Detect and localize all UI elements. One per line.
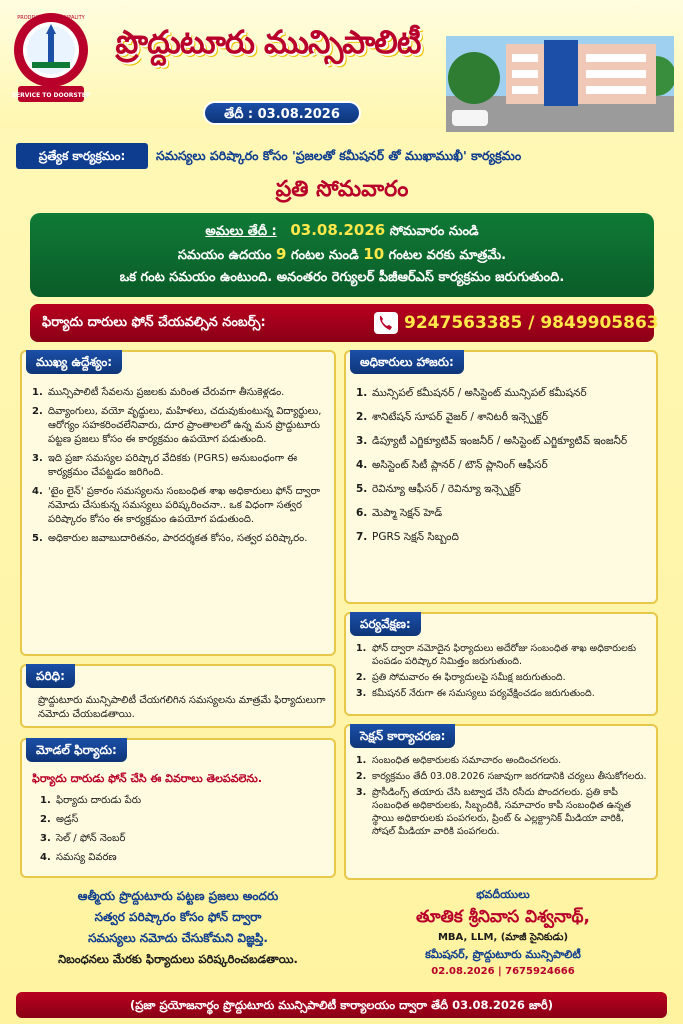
logo-ring-text: PRODDATUR MUNICIPALITY — [17, 15, 85, 21]
model-intro: ఫిర్యాదు దారుడు ఫోన్ చేసి ఈ వివరాలు తెలపవలెను. — [32, 772, 263, 785]
review-heading: పర్యవేక్షణ: — [350, 612, 421, 636]
list-item: 2. శానిటేషన్ సూపర్ వైజర్ / శానిటరీ ఇన్స్పెక్టర్ — [356, 411, 548, 423]
schedule-time-a: సమయం ఉదయం — [177, 248, 272, 263]
list-item: 2. ప్రతి సోమవారం ఈ ఫిర్యాదులపై సమీక్ష జరుగుతుంది. — [356, 672, 566, 683]
review-box — [344, 612, 658, 716]
list-item: 1. మున్సిపాలిటీ సేవలను ప్రజలకు మరింత చేరువగా తీసుకెళ్లడం. — [32, 387, 285, 398]
list-item: 7. PGRS సెక్షన్ సిబ్బంది — [356, 531, 459, 543]
schedule-date-suffix: సోమవారం నుండి — [389, 224, 479, 239]
municipality-logo — [12, 10, 90, 108]
schedule-line-2 — [30, 245, 654, 266]
schedule-line-1 — [30, 221, 654, 242]
appeal-line-3: సమస్యలు నమోదు చేసుకోమని విజ్ఞప్తి. — [88, 931, 268, 945]
schedule-hour-end: 10 — [363, 245, 385, 263]
list-item: 6. మెప్మా సెక్షన్ హెడ్ — [356, 507, 443, 519]
signature-name: తూతిక శ్రీనివాస విశ్వనాథ్, — [415, 907, 591, 927]
list-item: 2. కార్యక్రమం తేదీ 03.08.2026 సజావుగా జరగడానికి చర్యలు తీసుకోగలరు. — [356, 771, 647, 782]
special-title: సమస్యలు పరిష్కారం కోసం 'ప్రజలతో కమీషనర్ తో ముఖాముఖీ' కార్యక్రమం — [156, 148, 522, 163]
schedule-box — [30, 213, 654, 297]
signature-qualification: MBA, LLM, (మాజీ సైనికుడు) — [437, 932, 569, 943]
review-list — [356, 642, 648, 703]
list-item: 4. సమస్య వివరణ — [40, 852, 117, 863]
schedule-hour-start: 9 — [275, 245, 287, 263]
list-item: 3. కమీషనర్ నేరుగా ఈ సమస్యలు పర్యవేక్షించడం జరుగుతుంది. — [356, 688, 595, 699]
list-item: 5. రెవిన్యూ ఆఫీసర్ / రెవిన్యూ ఇన్స్పెక్టర్ — [356, 483, 521, 495]
phone-numbers[interactable]: 9247563385 / 9849905863 — [404, 313, 659, 333]
schedule-time-c: గంటల వరకు మాత్రమే. — [388, 248, 507, 263]
phone-icon — [374, 312, 398, 334]
list-item: 4. అసిస్టెంట్ సిటీ ప్లానర్ / టౌన్ ప్లానింగ్ ఆఫీసర్ — [356, 459, 548, 471]
scope-heading: పరిధి: — [26, 664, 75, 688]
officers-box — [344, 350, 658, 604]
footer-note: (ప్రజా ప్రయోజనార్థం ప్రొద్దుటూరు మున్సిపాలిటీ కార్యాలయం ద్వారా తేదీ 03.08.2026 జారీ) — [16, 992, 667, 1018]
phone-band — [30, 304, 659, 342]
schedule-time-b: గంటల నుండి — [290, 248, 359, 263]
signature-greeting: భవదీయులు — [476, 888, 530, 901]
appeal-line-1: ఆత్మీయ ప్రొద్దుటూరు పట్టణ ప్రజలు అందరు — [77, 889, 279, 903]
public-appeal — [18, 886, 338, 982]
appeal-line-2: సత్వర పరిష్కారం కోసం ఫోన్ ద్వారా — [94, 910, 262, 924]
special-programme — [16, 143, 668, 207]
office-building-photo — [446, 36, 674, 132]
list-item: 4. 'టైం లైన్' ప్రకారం సమస్యలను సంబంధిత శాఖ అధికారులు ఫోన్ ద్వారా నమోదు చేసుకున్న సమస్యలు పరిష్కరించనా.. ఒక విధంగా సత్వర పరిష్కారం కోసం ఈ కార్యక్రమం ఉపయోగ పడుతుంది. — [32, 486, 320, 525]
phone-label: ఫిర్యాదు దారులు ఫోన్ చేయవల్సిన నంబర్స్: — [42, 315, 266, 330]
signature-date-phone: 02.08.2026 | 7675924666 — [431, 966, 575, 977]
scope-box — [20, 664, 336, 728]
date-badge: తేదీ : 03.08.2026 — [203, 101, 361, 125]
officers-list — [356, 386, 648, 554]
signature-designation: కమీషనర్, ప్రొద్దుటూరు మున్సిపాలిటీ — [425, 948, 581, 961]
objectives-heading: ముఖ్య ఉద్దేశ్యం: — [26, 350, 122, 374]
section-heading: సెక్షన్ కార్యాచరణ: — [350, 724, 455, 748]
model-complaint-box — [20, 738, 336, 878]
header — [0, 0, 683, 128]
list-item: 3. సెల్ / ఫోన్ నెంబర్ — [40, 833, 126, 844]
objectives-box — [20, 350, 336, 656]
list-item: 3. ప్రొసీడింగ్స్ తయారు చేసి బట్వాడ చేసి రసీదు పొందగలరు. ప్రతి కాపీ సంబంధిత అధికారులకు, సిబ్బందికి, సమాచారం కాపీ సంబంధిత ఉన్నత స్థాయి అధికారులకు పంపగలరు, ప్రింట్ & ఎల్లక్ట్రానిక్ మీడియా వారికి, సోషల్ మీడియా వారికి పంపగలరు. — [356, 787, 632, 837]
list-item: 3. డిప్యూటీ ఎగ్జిక్యూటివ్ ఇంజనీర్ / అసిస్టెంట్ ఎగ్జిక్యూటివ్ ఇంజనీర్ — [356, 435, 628, 447]
model-heading: మోడల్ ఫిర్యాదు: — [26, 738, 127, 762]
model-list — [40, 794, 326, 870]
list-item: 2. అడ్రస్ — [40, 814, 79, 825]
list-item: 1. మున్సిపల్ కమీషనర్ / అసిస్టెంట్ మున్సిపల్ కమీషనర్ — [356, 387, 587, 399]
officers-heading: అధికారులు హాజరు: — [350, 350, 464, 374]
schedule-label: అమలు తేదీ : — [205, 224, 277, 239]
signature-block — [348, 886, 658, 986]
scope-text: ప్రొద్దుటూరు మున్సిపాలిటీ చేయగలిగిన సమస్యలను మాత్రమే ఫిర్యాదులుగా నమోదు చేయబడతాయి. — [38, 695, 326, 720]
objectives-list — [32, 386, 326, 551]
list-item: 5. అధికారుల జవాబుదారితనం, పారదర్శకత కోసం, సత్వర పరిష్కారం. — [32, 533, 308, 544]
list-item: 3. ఇది ప్రజా సమస్యల పరిష్కార వేదికకు (PGRS) అనుబంధంగా ఈ కార్యక్రమం చేపట్టడం జరిగింది. — [32, 453, 298, 478]
special-subtitle: ప్రతి సోమవారం — [275, 177, 409, 202]
schedule-date: 03.08.2026 — [290, 221, 386, 239]
schedule-line-3: ఒక గంట సమయం ఉంటుంది. అనంతరం రెగ్యులర్ పీజీఆర్ఎస్ కార్యక్రమం జరుగుతుంది. — [119, 270, 565, 285]
appeal-line-4: నిబంధనలు మేరకు ఫిర్యాదులు పరిష్కరించబడతాయి. — [58, 952, 298, 966]
list-item: 1. సంబంధిత అధికారులకు సమాచారం అందించగలరు. — [356, 755, 562, 766]
section-list — [356, 754, 648, 841]
list-item: 2. దివ్యాంగులు, వయో వృద్ధులు, మహిళలు, చదువుకుంటున్న విద్యార్థులు, ఆరోగ్యం సహకరించలేనివారు, దూర ప్రాంతాలలో ఉన్న మన ప్రొద్దుటూరు పట్టణ ప్రజలు కోసం ఈ కార్యక్రమం ఉపయోగ పడుతుంది. — [32, 406, 322, 445]
list-item: 1. ఫిర్యాదు దారుడు పేరు — [40, 795, 142, 806]
logo-caption: SERVICE TO DOORSTEP — [12, 92, 90, 99]
special-tag: ప్రత్యేక కార్యక్రమం: — [16, 143, 148, 169]
list-item: 1. ఫోన్ ద్వారా నమోదైన ఫిర్యాదులు అదేరోజు సంబంధిత శాఖ అధికారులకు పంపడం పరిష్కార నిమిత్తం జరుగుతుంది. — [356, 643, 637, 667]
page-title: ప్రొద్దుటూరు మున్సిపాలిటీ — [115, 23, 421, 61]
section-box — [344, 724, 658, 880]
